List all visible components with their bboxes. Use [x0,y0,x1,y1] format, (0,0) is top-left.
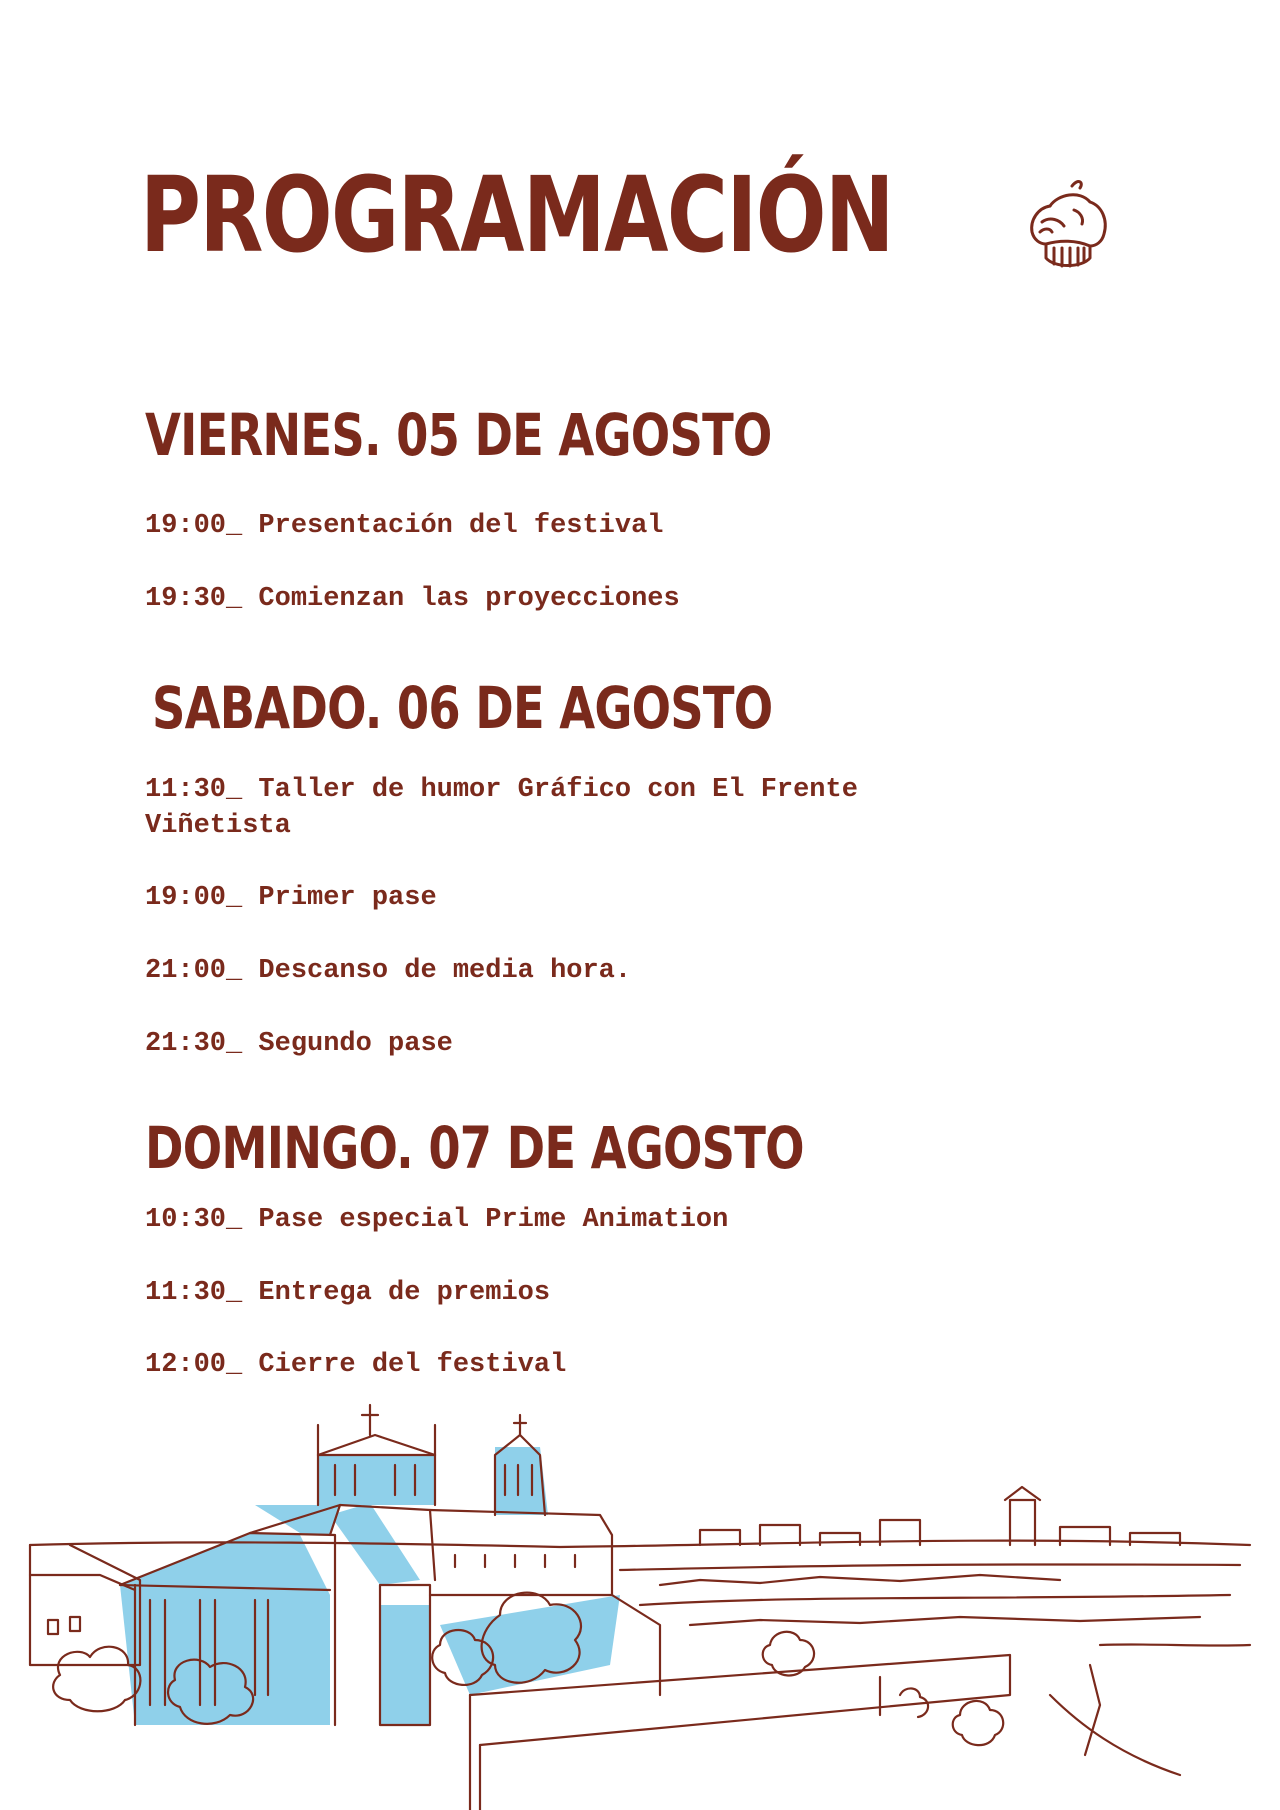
event-time: 12:00_ [145,1350,243,1380]
event-text: Primer pase [258,883,437,913]
event-time: 19:30_ [145,584,243,614]
event-text: Cierre del festival [258,1350,567,1380]
event-text: Descanso de media hora. [258,956,632,986]
event-item [145,953,1005,989]
event-time: 19:00_ [145,511,243,541]
event-text: Segundo pase [258,1029,453,1059]
event-time: 21:30_ [145,1029,243,1059]
event-item [145,581,1005,617]
event-text: Taller de humor Gráfico con El Frente Viñetista [145,775,858,841]
event-text: Pase especial Prime Animation [258,1205,729,1235]
town-skyline-illustration [0,1395,1280,1810]
event-text: Entrega de premios [258,1278,551,1308]
event-item [145,1202,1005,1238]
event-text: Presentación del festival [258,511,664,541]
event-time: 11:30_ [145,1278,243,1308]
event-time: 19:00_ [145,883,243,913]
event-time: 11:30_ [145,775,243,805]
page-title: PROGRAMACIÓN [140,154,893,276]
acorn-mascot-icon [1020,176,1120,286]
day-heading-saturday: SABADO. 06 DE AGOSTO [152,674,773,742]
event-item [145,880,1005,916]
event-item [145,1026,1005,1062]
event-item [145,772,1005,844]
event-time: 21:00_ [145,956,243,986]
event-item [145,508,1005,544]
event-item [145,1275,1005,1311]
event-item [145,1347,1005,1383]
event-text: Comienzan las proyecciones [258,584,680,614]
day-heading-friday: VIERNES. 05 DE AGOSTO [145,401,772,469]
event-time: 10:30_ [145,1205,243,1235]
day-heading-sunday: DOMINGO. 07 DE AGOSTO [145,1114,804,1182]
